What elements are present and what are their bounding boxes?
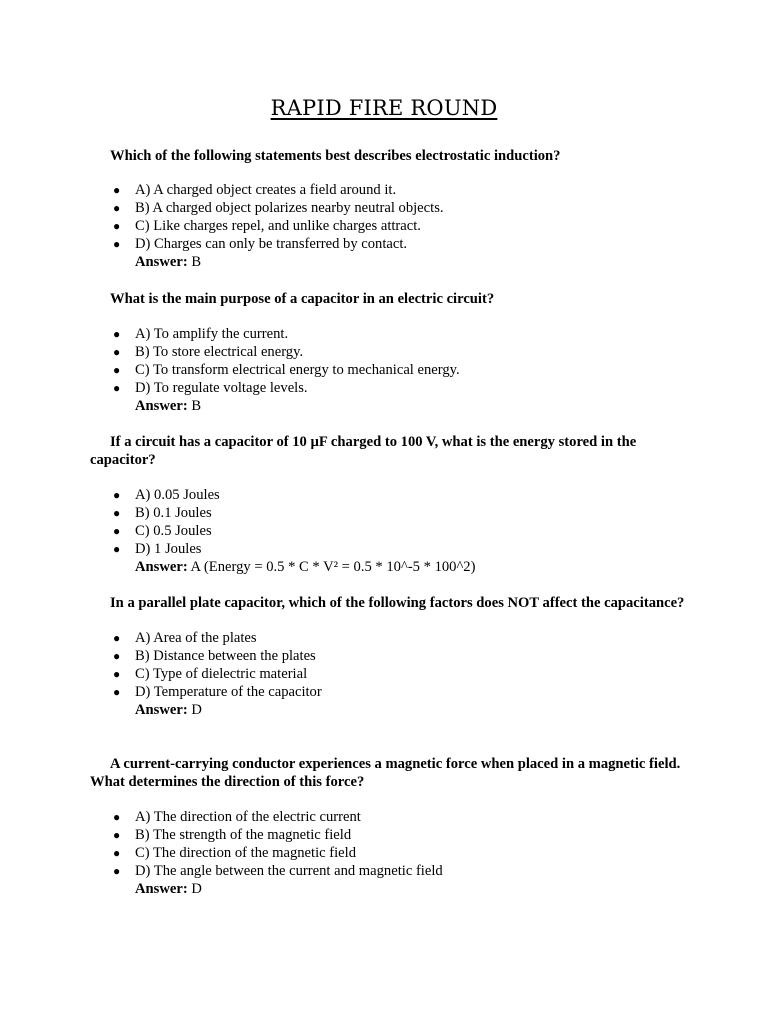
option-item: ● B) A charged object polarizes nearby neutral objects. <box>113 200 444 216</box>
option-item: ● D) 1 Joules <box>113 541 202 557</box>
answer-line: Answer: A (Energy = 0.5 * C * V² = 0.5 * 10^-5 * 100^2) <box>135 559 476 575</box>
bullet-icon: ● <box>113 345 121 359</box>
option-item: ● A) A charged object creates a field around it. <box>113 182 397 198</box>
option-item: ● A) The direction of the electric current <box>113 809 361 825</box>
option-item: ● B) Distance between the plates <box>113 648 316 664</box>
bullet-icon: ● <box>113 201 121 215</box>
options-list <box>90 486 690 558</box>
question-text: A current-carrying conductor experiences a magnetic force when placed in a magnetic field. What determines the direction of this force? <box>90 756 681 790</box>
options-list <box>90 629 690 701</box>
bullet-icon: ● <box>113 846 121 860</box>
bullet-icon: ● <box>113 219 121 233</box>
answer-line: Answer: D <box>135 881 202 897</box>
bullet-icon: ● <box>113 506 121 520</box>
bullet-icon: ● <box>113 327 121 341</box>
answer-line: Answer: B <box>135 254 202 270</box>
option-item: ● B) To store electrical energy. <box>113 344 304 360</box>
answer-value: A (Energy = 0.5 * C * V² = 0.5 * 10^-5 * 100^2) <box>190 559 476 575</box>
option-item: ● A) To amplify the current. <box>113 326 289 342</box>
option-item: ● D) Charges can only be transferred by contact. <box>113 236 408 252</box>
option-item: ● D) To regulate voltage levels. <box>113 380 308 396</box>
question-block-2 <box>90 290 690 415</box>
answer-value: D <box>191 702 202 718</box>
question-text: If a circuit has a capacitor of 10 µF charged to 100 V, what is the energy stored in the capacitor? <box>90 434 637 468</box>
option-item: ● D) Temperature of the capacitor <box>113 684 322 700</box>
question-text: Which of the following statements best describes electrostatic induction? <box>110 148 561 164</box>
bullet-icon: ● <box>113 183 121 197</box>
option-item: ● C) Type of dielectric material <box>113 666 308 682</box>
options-list <box>90 808 690 880</box>
option-item: ● C) To transform electrical energy to mechanical energy. <box>113 362 460 378</box>
question-block-5 <box>90 755 690 898</box>
bullet-icon: ● <box>113 864 121 878</box>
question-block-4 <box>90 594 690 719</box>
option-item: ● C) 0.5 Joules <box>113 523 212 539</box>
bullet-icon: ● <box>113 381 121 395</box>
bullet-icon: ● <box>113 828 121 842</box>
option-item: ● A) 0.05 Joules <box>113 487 220 503</box>
answer-line: Answer: D <box>135 702 202 718</box>
option-item: ● C) The direction of the magnetic field <box>113 845 356 861</box>
option-item: ● A) Area of the plates <box>113 630 257 646</box>
answer-value: B <box>191 398 202 414</box>
bullet-icon: ● <box>113 524 121 538</box>
bullet-icon: ● <box>113 649 121 663</box>
question-block-3 <box>90 433 690 576</box>
question-text: What is the main purpose of a capacitor in an electric circuit? <box>110 291 495 307</box>
option-item: ● D) The angle between the current and magnetic field <box>113 863 443 879</box>
bullet-icon: ● <box>113 685 121 699</box>
question-text: In a parallel plate capacitor, which of the following factors does NOT affect the capacitance? <box>110 595 685 611</box>
question-block-1 <box>90 147 690 271</box>
bullet-icon: ● <box>113 631 121 645</box>
answer-value: D <box>191 881 202 897</box>
bullet-icon: ● <box>113 237 121 251</box>
answer-value: B <box>191 254 202 270</box>
bullet-icon: ● <box>113 542 121 556</box>
options-list <box>90 325 690 397</box>
bullet-icon: ● <box>113 667 121 681</box>
page-title: RAPID FIRE ROUND <box>270 96 498 120</box>
bullet-icon: ● <box>113 810 121 824</box>
bullet-icon: ● <box>113 363 121 377</box>
options-list <box>90 181 690 253</box>
option-item: ● C) Like charges repel, and unlike charges attract. <box>113 218 421 234</box>
option-item: ● B) The strength of the magnetic field <box>113 827 352 843</box>
bullet-icon: ● <box>113 488 121 502</box>
option-item: ● B) 0.1 Joules <box>113 505 212 521</box>
answer-line: Answer: B <box>135 398 202 414</box>
